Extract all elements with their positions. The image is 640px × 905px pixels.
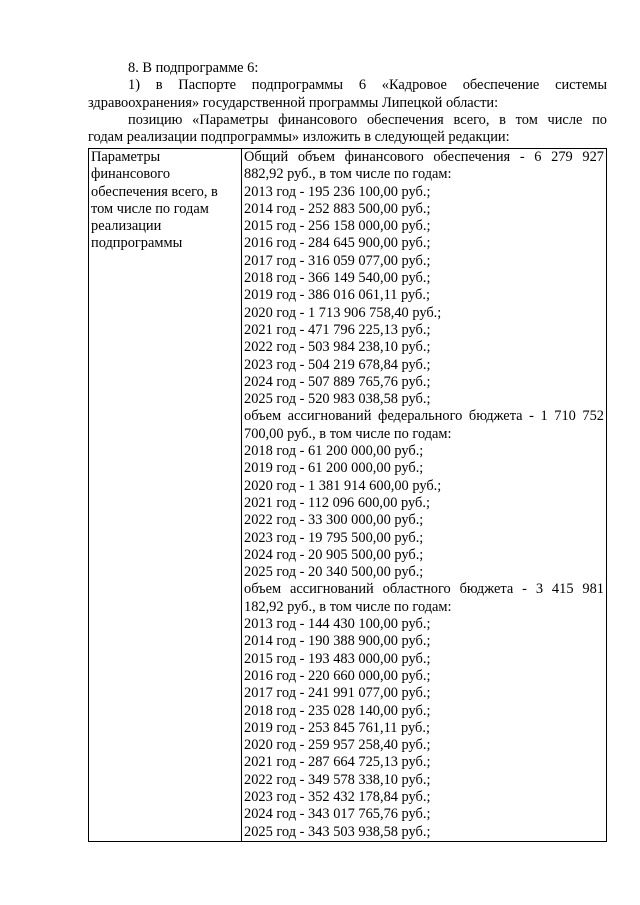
- total-year-line: 2021 год - 471 796 225,13 руб.;: [244, 321, 431, 338]
- total-year-line: 2022 год - 503 984 238,10 руб.;: [244, 339, 431, 356]
- total-year-line: 2014 год - 252 883 500,00 руб.;: [244, 200, 431, 217]
- regional-year-line: 2014 год - 190 388 900,00 руб.;: [244, 633, 431, 650]
- regional-year-line: 2019 год - 253 845 761,11 руб.;: [244, 719, 430, 736]
- label-line: том числе по годам: [91, 200, 209, 217]
- label-line: финансового: [91, 166, 171, 183]
- table-row: [89, 149, 607, 842]
- total-year-line: 2019 год - 386 016 061,11 руб.;: [244, 287, 430, 304]
- total-financing-line2: 882,92 руб., в том числе по годам:: [244, 166, 452, 183]
- position-line1: позицию «Параметры финансового обеспечения всего, в том числе по: [128, 111, 607, 128]
- section-heading: 8. В подпрограмме 6:: [128, 60, 259, 76]
- total-year-line: 2023 год - 504 219 678,84 руб.;: [244, 356, 431, 373]
- parameter-value-cell: [242, 149, 607, 842]
- total-year-line: 2016 год - 284 645 900,00 руб.;: [244, 235, 431, 252]
- total-year-line: 2015 год - 256 158 000,00 руб.;: [244, 218, 431, 235]
- item1-line1: 1) в Паспорте подпрограммы 6 «Кадровое обеспечение системы: [128, 77, 607, 94]
- regional-year-line: 2021 год - 287 664 725,13 руб.;: [244, 754, 431, 771]
- federal-year-line: 2019 год - 61 200 000,00 руб.;: [244, 460, 424, 477]
- regional-year-line: 2024 год - 343 017 765,76 руб.;: [244, 806, 431, 823]
- regional-year-line: 2023 год - 352 432 178,84 руб.;: [244, 788, 431, 805]
- federal-budget-line2: 700,00 руб., в том числе по годам:: [244, 425, 452, 442]
- regional-year-line: 2016 год - 220 660 000,00 руб.;: [244, 667, 431, 684]
- regional-year-line: 2025 год - 343 503 938,58 руб.;: [244, 823, 431, 840]
- federal-year-line: 2018 год - 61 200 000,00 руб.;: [244, 443, 424, 460]
- total-year-line: 2017 год - 316 059 077,00 руб.;: [244, 252, 431, 269]
- total-year-line: 2013 год - 195 236 100,00 руб.;: [244, 183, 431, 200]
- federal-year-line: 2024 год - 20 905 500,00 руб.;: [244, 546, 424, 563]
- financing-parameters-table: [88, 148, 607, 842]
- regional-budget-line1: объем ассигнований областного бюджета - 3 415 981: [244, 581, 604, 598]
- regional-year-line: 2015 год - 193 483 000,00 руб.;: [244, 650, 431, 667]
- document-intro: [88, 60, 607, 146]
- label-line: подпрограммы: [91, 235, 183, 252]
- total-year-line: 2020 год - 1 713 906 758,40 руб.;: [244, 304, 442, 321]
- regional-year-line: 2017 год - 241 991 077,00 руб.;: [244, 685, 431, 702]
- regional-budget-line2: 182,92 руб., в том числе по годам:: [244, 598, 452, 615]
- federal-year-line: 2023 год - 19 795 500,00 руб.;: [244, 529, 424, 546]
- regional-year-line: 2020 год - 259 957 258,40 руб.;: [244, 737, 431, 754]
- item1-line2: здравоохранения» государственной программы Липецкой области:: [88, 94, 499, 111]
- total-financing-line1: Общий объем финансового обеспечения - 6 279 927: [244, 149, 604, 165]
- federal-budget-line1: объем ассигнований федерального бюджета - 1 710 752: [244, 408, 604, 425]
- label-line: обеспечения всего, в: [91, 183, 218, 200]
- regional-year-line: 2022 год - 349 578 338,10 руб.;: [244, 771, 431, 788]
- total-year-line: 2025 год - 520 983 038,58 руб.;: [244, 391, 431, 408]
- regional-year-line: 2018 год - 235 028 140,00 руб.;: [244, 702, 431, 719]
- regional-year-line: 2013 год - 144 430 100,00 руб.;: [244, 616, 431, 633]
- parameter-label-cell: [89, 149, 242, 842]
- label-line: реализации: [91, 218, 162, 235]
- federal-year-line: 2021 год - 112 096 600,00 руб.;: [244, 494, 430, 511]
- total-year-line: 2024 год - 507 889 765,76 руб.;: [244, 373, 431, 390]
- federal-year-line: 2022 год - 33 300 000,00 руб.;: [244, 512, 424, 529]
- federal-year-line: 2020 год - 1 381 914 600,00 руб.;: [244, 477, 442, 494]
- total-year-line: 2018 год - 366 149 540,00 руб.;: [244, 270, 431, 287]
- label-line: Параметры: [91, 149, 161, 165]
- federal-year-line: 2025 год - 20 340 500,00 руб.;: [244, 564, 424, 581]
- position-line2: годам реализации подпрограммы» изложить в следующей редакции:: [88, 129, 510, 146]
